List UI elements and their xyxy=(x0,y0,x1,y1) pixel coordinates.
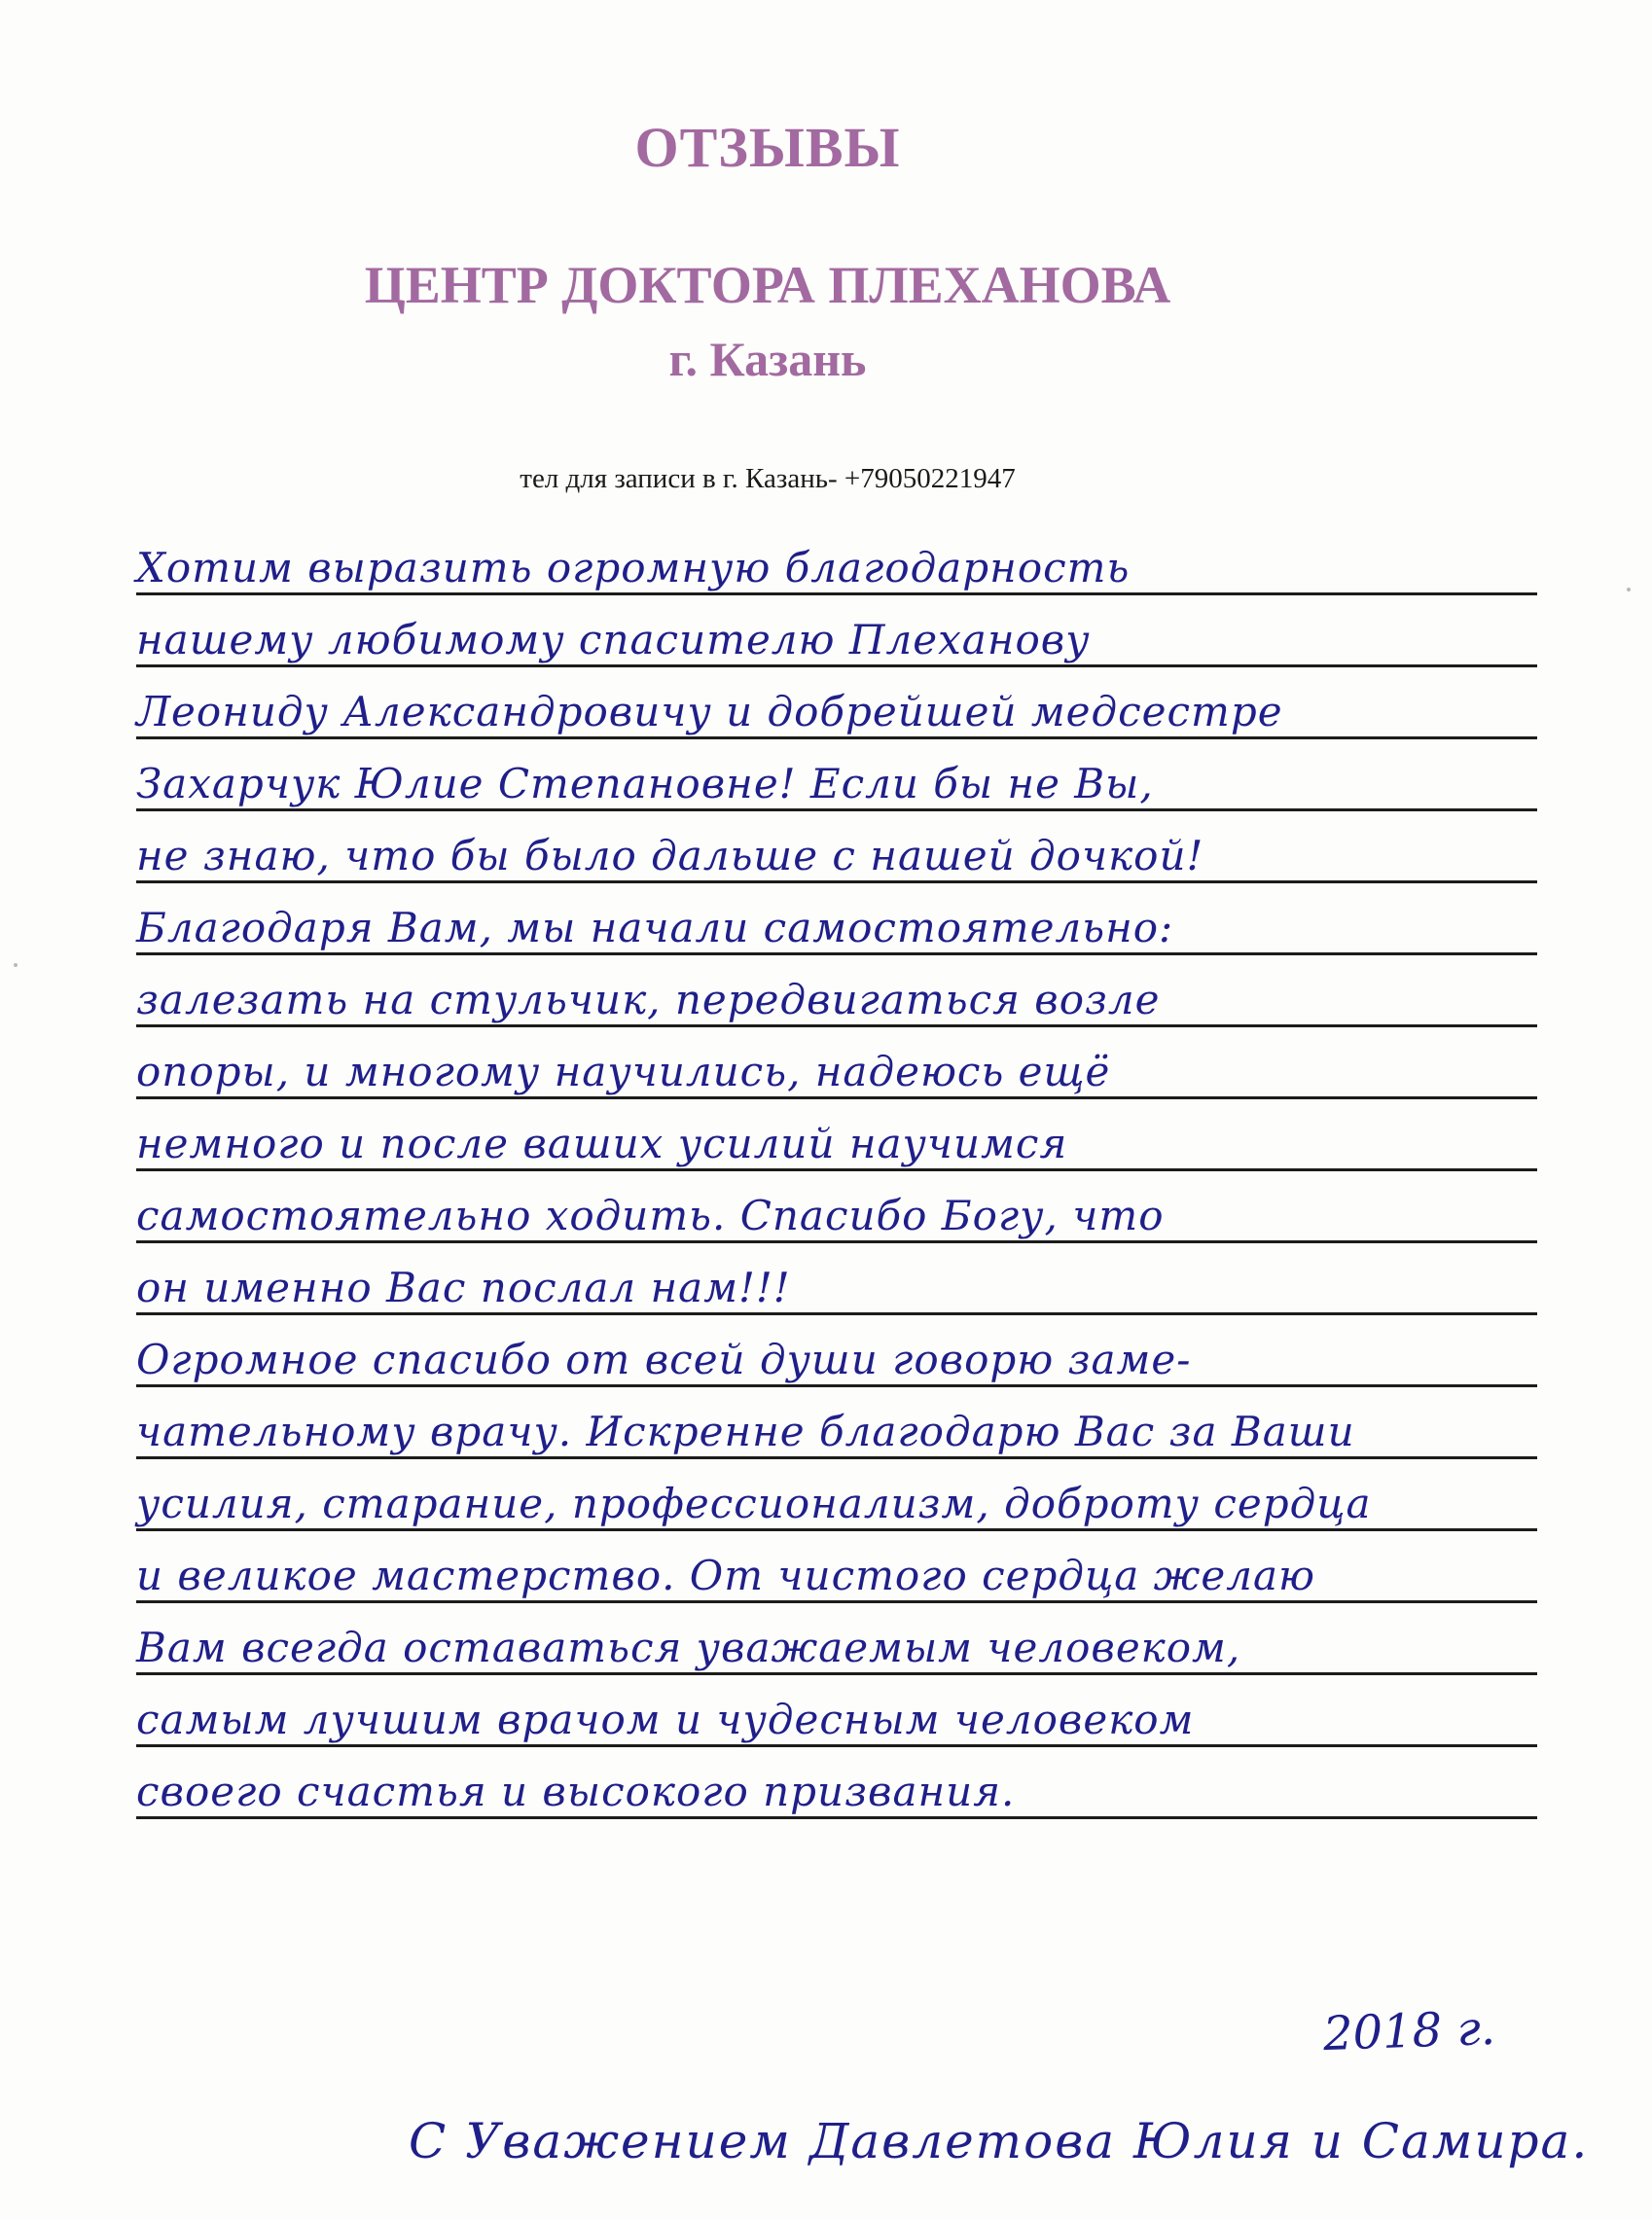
letter-line-text: усилия, старание, профессионализм, доброту сердца xyxy=(136,1480,1372,1527)
letter-line-text: своего счастья и высокого призвания. xyxy=(136,1768,1016,1815)
letter-line xyxy=(136,1757,1537,1825)
letter-line xyxy=(136,1685,1537,1753)
letter-line xyxy=(136,1253,1537,1321)
letter-line xyxy=(136,1325,1537,1393)
letter-line xyxy=(136,1037,1537,1105)
letter-line xyxy=(136,1469,1537,1537)
letter-line-text: самым лучшим врачом и чудесным человеком xyxy=(136,1696,1195,1743)
letter-line xyxy=(136,749,1537,817)
letter-line-text: и великое мастерство. От чистого сердца желаю xyxy=(136,1552,1316,1599)
letter-line-text: Благодаря Вам, мы начали самостоятельно: xyxy=(136,904,1174,951)
letter-year: 2018 г. xyxy=(1322,2000,1496,2062)
page-title: ОТЗЫВЫ xyxy=(634,116,901,179)
letter-line-text: Леониду Александровичу и добрейшей медсестре xyxy=(136,688,1283,735)
letter-line-text: залезать на стульчик, передвигаться возле xyxy=(136,976,1161,1023)
letter-line xyxy=(136,1181,1537,1249)
letter-line-text: не знаю, что бы было дальше с нашей дочкой! xyxy=(136,832,1204,879)
letter-line-text: Хотим выразить огромную благодарность xyxy=(136,544,1131,591)
letter-line xyxy=(136,533,1537,601)
letter-line xyxy=(136,1613,1537,1681)
signature: С Уважением Давлетова Юлия и Самира. xyxy=(409,2113,1590,2169)
letter-line xyxy=(136,1109,1537,1177)
letter-line-text: Вам всегда оставаться уважаемым человеком, xyxy=(136,1624,1241,1671)
city-name: г. Казань xyxy=(668,332,867,386)
center-name: ЦЕНТР ДОКТОРА ПЛЕХАНОВА xyxy=(364,256,1171,314)
letter-line-text: нашему любимому спасителю Плеханову xyxy=(136,616,1091,663)
scan-speck xyxy=(14,963,18,967)
phone-line: тел для записи в г. Казань- +79050221947 xyxy=(520,463,1016,494)
letter-line-text: чательному врачу. Искренне благодарю Вас за Ваши xyxy=(136,1408,1355,1455)
letter-line-text: Огромное спасибо от всей души говорю заме- xyxy=(136,1336,1192,1383)
letter-line xyxy=(136,965,1537,1033)
letter-line xyxy=(136,893,1537,961)
letter-line xyxy=(136,1397,1537,1465)
letter-line-text: немного и после ваших усилий научимся xyxy=(136,1120,1068,1167)
letter-line xyxy=(136,605,1537,673)
letter-line-text: самостоятельно ходить. Спасибо Богу, что xyxy=(136,1192,1165,1239)
letter-line xyxy=(136,677,1537,745)
scan-speck xyxy=(1627,588,1631,591)
letter-line xyxy=(136,1541,1537,1609)
letter-line-text: опоры, и многому научились, надеюсь ещё xyxy=(136,1048,1111,1095)
letter-line-text: он именно Вас послал нам!!! xyxy=(136,1264,791,1311)
letter-line xyxy=(136,821,1537,889)
letter-line-text: Захарчук Юлие Степановне! Если бы не Вы, xyxy=(136,760,1154,807)
